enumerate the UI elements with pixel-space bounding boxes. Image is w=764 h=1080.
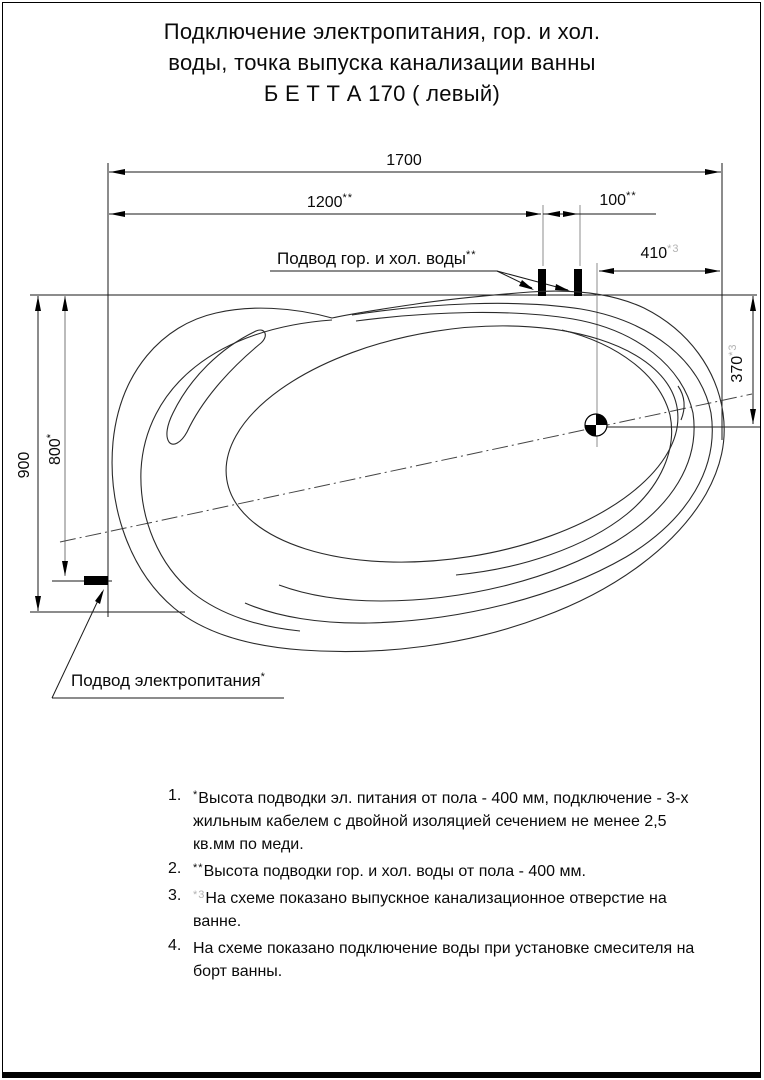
note-item-3: 3. $^{*3}$На схеме показано выпускное канализационное отверстие на ванне. [168, 887, 667, 930]
extension-lines [30, 163, 760, 617]
drawing-title [0, 16, 764, 109]
note-item-4: 4. На схеме показано подключение воды при установке смесителя на борт ванны. [168, 937, 695, 980]
callout-water-supply: Подвод гор. и хол. воды** [277, 249, 477, 268]
dim-electro-height: 800* [45, 433, 64, 465]
power-connection-icon [84, 576, 108, 585]
note-item-2: 2. **Высота подводки гор. и хол. воды от пола - 400 мм. [168, 860, 586, 880]
dim-drain-from-top: 370$^{*3}$ [727, 343, 746, 383]
title-line-2: воды, точка выпуска канализации ванны [168, 50, 596, 75]
centerline [60, 394, 752, 542]
notes-list [168, 784, 702, 984]
dim-water-spacing: 100** [599, 190, 637, 209]
dim-drain-from-right: 410$^{*3}$ [640, 243, 680, 262]
title-line-3: Б Е Т Т А 170 ( левый) [263, 81, 501, 106]
thin-extension-lines [543, 205, 597, 447]
dimension-lines [38, 172, 753, 611]
bathtub-outline [112, 291, 724, 652]
dim-overall-length: 1700 [386, 152, 422, 169]
dim-overall-width: 900 [16, 451, 33, 479]
callout-power-supply: Подвод электропитания* [71, 671, 266, 690]
dimension-arrows [35, 169, 756, 611]
title-line-1: Подключение электропитания, гор. и хол. [163, 19, 601, 44]
leader-lines [52, 271, 568, 698]
drain-target-icon [585, 414, 607, 436]
note-item-1: 1. *Высота подводки эл. питания от пола - 400 мм, подключение - 3-х жильным кабелем с двойной изоляцией сечением не менее 2,5 кв.мм по меди. [168, 787, 689, 853]
dim-water-offset: 1200** [306, 192, 354, 211]
